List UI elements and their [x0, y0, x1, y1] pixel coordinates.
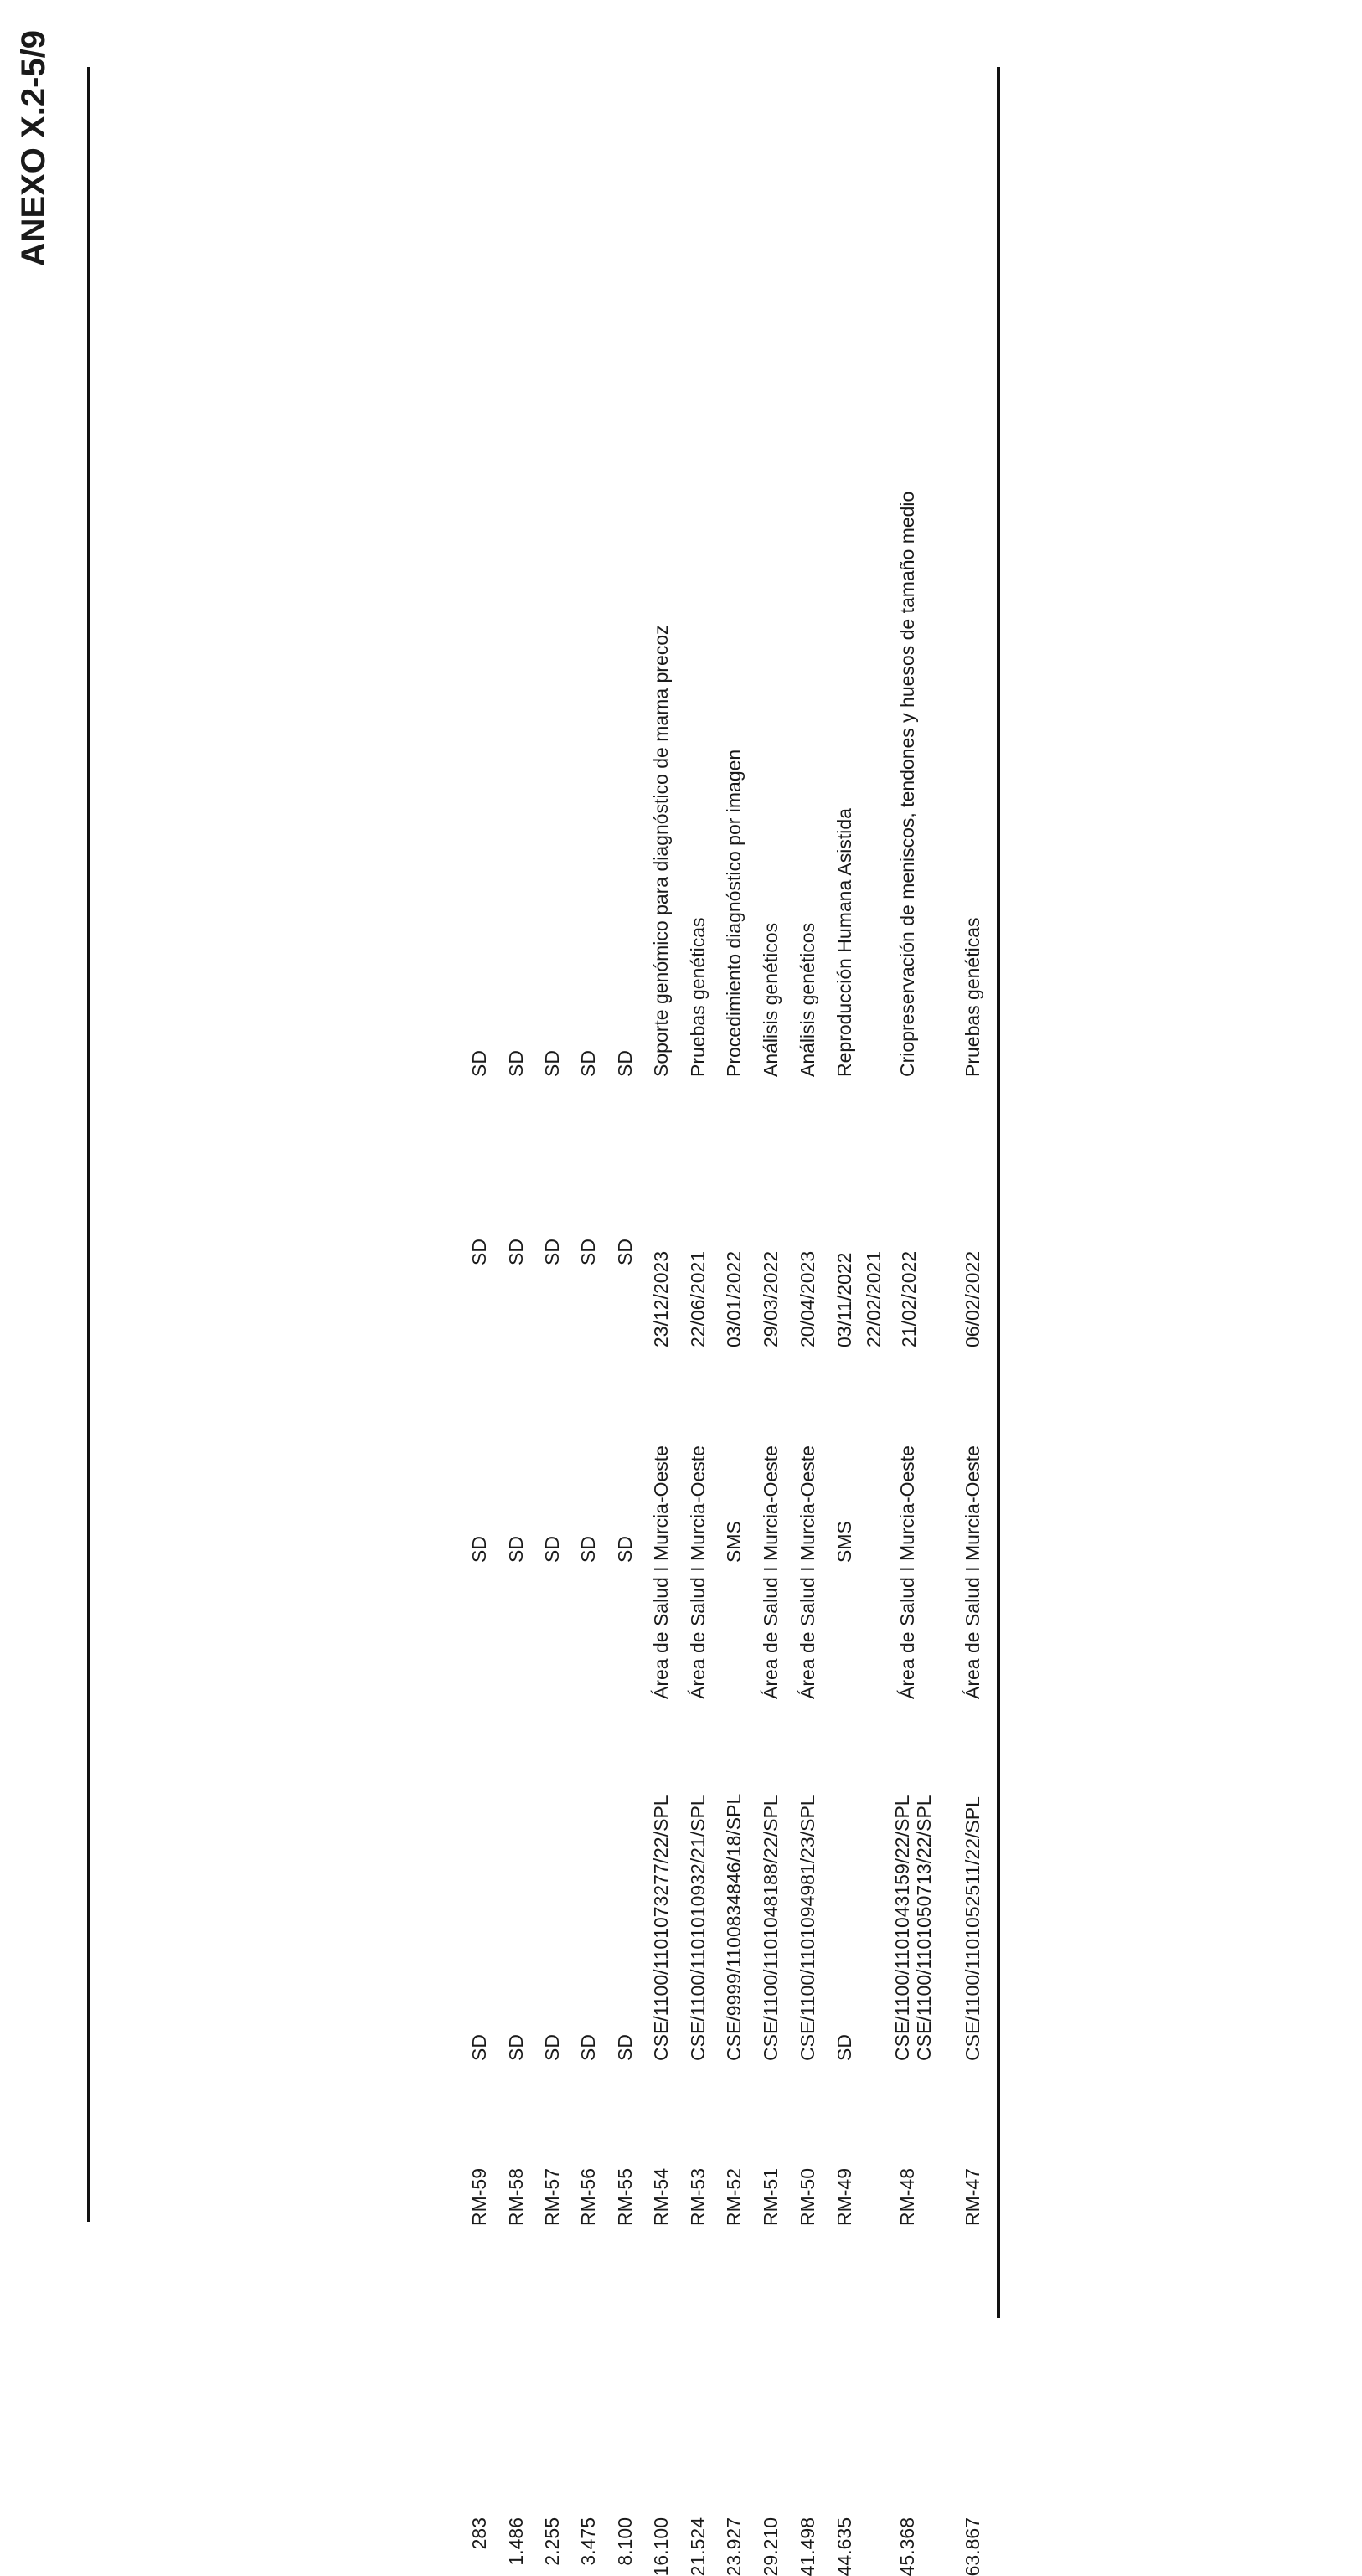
row-id: RM-59	[468, 2167, 490, 2226]
row-reference: SD	[614, 2034, 636, 2061]
row-reference: SD	[541, 2034, 563, 2061]
row-reference: CSE/1100/1101048188/22/SPL	[760, 1795, 782, 2061]
row-reference: SD	[468, 2034, 490, 2061]
row-date: 22/06/2021	[687, 1250, 709, 1347]
row-amount: 1.486	[505, 2517, 527, 2566]
row-amount: 2.255	[541, 2517, 563, 2566]
row-date: 03/01/2022	[723, 1250, 745, 1347]
annex-title: ANEXO X.2-5/9	[15, 30, 52, 267]
row-description: Reproducción Humana Asistida	[833, 808, 855, 1077]
row-organism: SD	[541, 1536, 563, 1563]
row-amount: 45.368	[896, 2517, 918, 2576]
row-organism: SD	[614, 1536, 636, 1563]
row-amount: 63.867	[962, 2517, 983, 2576]
row-date: 22/02/2021	[863, 1250, 885, 1347]
row-id: RM-47	[962, 2167, 983, 2226]
row-date: SD	[577, 1239, 599, 1265]
row-reference: CSE/1100/1101043159/22/SPL	[891, 1795, 913, 2061]
row-date: 23/12/2023	[650, 1250, 672, 1347]
row-reference: CSE/1100/1101094981/23/SPL	[797, 1795, 818, 2061]
row-id: RM-54	[650, 2167, 672, 2226]
row-amount: 21.524	[687, 2517, 709, 2576]
row-date: 29/03/2022	[760, 1250, 782, 1347]
row-reference: CSE/1100/1101010932/21/SPL	[687, 1795, 709, 2061]
row-description: Procedimiento diagnóstico por imagen	[723, 749, 745, 1077]
row-date: SD	[541, 1239, 563, 1265]
row-reference: CSE/1100/1101052511/22/SPL	[962, 1796, 983, 2061]
row-description: SD	[614, 1050, 636, 1077]
row-id: RM-51	[760, 2167, 782, 2226]
row-amount: 3.475	[577, 2517, 599, 2566]
row-organism: Área de Salud I Murcia-Oeste	[760, 1445, 782, 1699]
row-description: SD	[577, 1050, 599, 1077]
row-organism: Área de Salud I Murcia-Oeste	[797, 1445, 818, 1699]
row-reference: CSE/9999/1100834846/18/SPL	[723, 1793, 745, 2061]
row-reference: CSE/1100/1101073277/22/SPL	[650, 1795, 672, 2061]
row-id: RM-57	[541, 2167, 563, 2226]
row-description: Análisis genéticos	[760, 922, 782, 1077]
row-amount: 41.498	[797, 2517, 818, 2576]
row-date: 20/04/2023	[797, 1250, 818, 1347]
row-organism: SMS	[833, 1521, 855, 1563]
row-amount: 44.635	[833, 2517, 855, 2576]
row-organism: Área de Salud I Murcia-Oeste	[962, 1445, 983, 1699]
row-reference: SD	[833, 2034, 855, 2061]
table-bottom-rule	[87, 67, 90, 2222]
row-amount: 23.927	[723, 2517, 745, 2576]
row-date: SD	[468, 1239, 490, 1265]
row-date: 21/02/2022	[898, 1250, 920, 1347]
row-organism: SD	[577, 1536, 599, 1563]
row-description: SD	[468, 1050, 490, 1077]
row-id: RM-53	[687, 2167, 709, 2226]
row-id: RM-49	[833, 2167, 855, 2226]
row-description: Pruebas genéticas	[962, 917, 983, 1077]
row-amount: 8.100	[614, 2517, 636, 2566]
row-description: Análisis genéticos	[797, 922, 818, 1077]
row-organism: Área de Salud I Murcia-Oeste	[650, 1445, 672, 1699]
row-organism: Área de Salud I Murcia-Oeste	[896, 1445, 918, 1699]
row-organism: Área de Salud I Murcia-Oeste	[687, 1445, 709, 1699]
row-reference: SD	[505, 2034, 527, 2061]
row-id: RM-50	[797, 2167, 818, 2226]
row-description: SD	[505, 1050, 527, 1077]
row-id: RM-52	[723, 2167, 745, 2226]
row-date: 03/11/2022	[833, 1252, 855, 1347]
row-amount: 29.210	[760, 2517, 782, 2576]
row-organism: SD	[505, 1536, 527, 1563]
row-id: RM-55	[614, 2167, 636, 2226]
row-description: Pruebas genéticas	[687, 917, 709, 1077]
row-reference: CSE/1100/1101050713/22/SPL	[913, 1795, 935, 2061]
row-date: SD	[505, 1239, 527, 1265]
row-organism: SMS	[723, 1521, 745, 1563]
row-organism: SD	[468, 1536, 490, 1563]
row-description: Soporte genómico para diagnóstico de mama precoz	[650, 625, 672, 1077]
row-date: SD	[614, 1239, 636, 1265]
row-id: RM-58	[505, 2167, 527, 2226]
row-description: Criopreservación de meniscos, tendones y huesos de tamaño medio	[896, 491, 918, 1077]
row-amount: 283	[468, 2517, 490, 2550]
table-top-rule	[997, 67, 1000, 2318]
row-reference: SD	[577, 2034, 599, 2061]
row-id: RM-56	[577, 2167, 599, 2226]
row-date: 06/02/2022	[962, 1250, 983, 1347]
row-id: RM-48	[896, 2167, 918, 2226]
row-amount: 16.100	[650, 2517, 672, 2576]
row-description: SD	[541, 1050, 563, 1077]
